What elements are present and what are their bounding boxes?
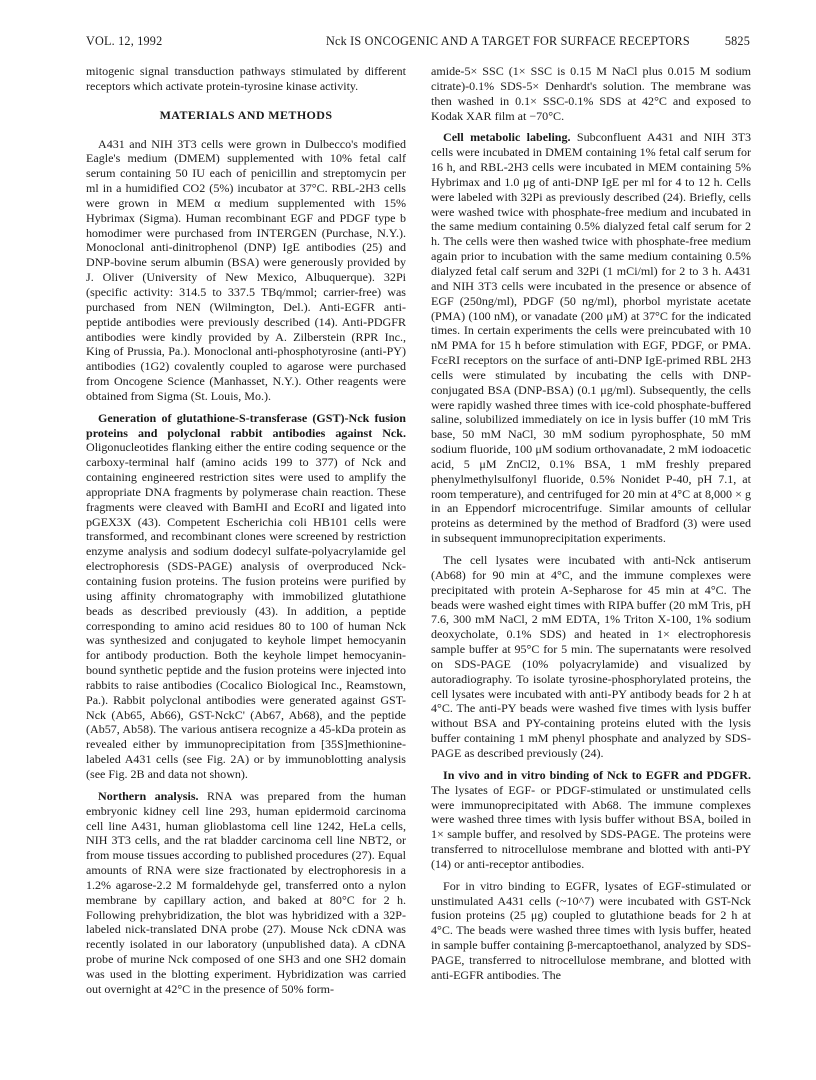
right-column bbox=[431, 64, 751, 983]
left-column bbox=[86, 64, 406, 997]
lysate-paragraph: The cell lysates were incubated with anti-Nck antiserum (Ab68) for 90 min at 4°C, and the immune complexes were precipitated with protein A-Sepharose for 45 min at 4°C. The beads were washed eight times with RIPA buffer (20 mM Tris, pH 7.6, 300 mM NaCl, 2 mM EDTA, 1% Triton X-100, 1% sodium deoxycholate, 0.1% SDS) and heated in 1× electrophoresis sample buffer at 95°C for 5 min. The supernatants were resolved on SDS-PAGE (10% polyacrylamide) and visualized by autoradiography. To isolate tyrosine-phosphorylated proteins, the cell lysates were incubated with anti-PY antibody beads for 2 h at 4°C. The anti-PY beads were washed five times with lysis buffer without BSA and PY-containing proteins eluted with the lysis buffer containing 1 mM phenyl phosphate and analyzed by SDS-PAGE as described previously (24). bbox=[431, 553, 751, 760]
running-header bbox=[86, 34, 750, 50]
labeling-runin-heading: Cell metabolic labeling. bbox=[443, 130, 571, 145]
section-heading: MATERIALS AND METHODS bbox=[159, 107, 333, 122]
northern-runin-heading: Northern analysis. bbox=[98, 788, 199, 803]
gst-runin-heading: Generation of glutathione-S-transferase (GST)-Nck fusion proteins and polyclonal rabbit antibodies against Nck. bbox=[86, 410, 406, 440]
binding-body: The lysates of EGF- or PDGF-stimulated or unstimulated cells were immunoprecipitated with Ab68. The immune complexes were washed three times with lysis buffer without BSA, boiled in 1× sample buffer, and resolved by SDS-PAGE. The proteins were transferred to nitrocellulose membrane and blotted with anti-PY (14) or anti-receptor antibodies. bbox=[431, 782, 751, 871]
northern-paragraph bbox=[86, 789, 406, 997]
running-title: Nck IS ONCOGENIC AND A TARGET FOR SURFACE RECEPTORS bbox=[326, 34, 690, 48]
northern-body: RNA was prepared from the human embryonic kidney cell line 293, human epidermoid carcinoma cell line A431, human glioblastoma cell line 1242, HeLa cells, NIH 3T3 cells, and the rat bladder carcinoma cell line NBT2, or from mouse tissues according to published procedures (27). Equal amounts of RNA were size fractionated by electrophoresis in a 1.2% agarose-2.2 M formaldehyde gel, transferred onto a nylon membrane by capillary action, and baked at 80°C for 2 h. Following prehybridization, the blot was hybridized with a 32P-labeled nick-translated DNA probe (27). Mouse Nck cDNA was recently isolated in our laboratory (unpublished data). A cDNA probe of murine Nck composed of one SH3 and one SH2 domain was used in the blotting experiment. Hybridization was carried out overnight at 42°C in the presence of 50% form- bbox=[86, 788, 406, 996]
hybridization-continuation: amide-5× SSC (1× SSC is 0.15 M NaCl plus 0.015 M sodium citrate)-0.1% SDS-5× Denhardt's solution. The membrane was then washed in 0.1× SSC-0.1% SDS at 42°C and exposed to Kodak XAR film at −70°C. bbox=[431, 64, 751, 123]
volume-label: VOL. 12, 1992 bbox=[86, 34, 163, 48]
invitro-paragraph: For in vitro binding to EGFR, lysates of EGF-stimulated or unstimulated A431 cells (~10^7) were incubated with GST-Nck fusion proteins (25 μg) coupled to glutathione beads for 2 h at 4°C. The beads were washed three times with lysis buffer, heated in sample buffer containing β-mercaptoethanol, analyzed by SDS-PAGE, transferred to nitrocellulose membrane, and blotted with anti-EGFR antibodies. The bbox=[431, 878, 751, 982]
cells-paragraph: A431 and NIH 3T3 cells were grown in Dulbecco's modified Eagle's medium (DMEM) supplemented with 10% fetal calf serum containing 50 IU each of penicillin and streptomycin per ml in a humidified CO2 (5%) incubator at 37°C. RBL-2H3 cells were grown in MEM α medium supplemented with 15% Hybrimax (Sigma). Human recombinant EGF and PDGF type b homodimer were purchased from INTERGEN (Purchase, N.Y.). Monoclonal anti-dinitrophenol (DNP) IgE antibodies (25) and DNP-bovine serum albumin (BSA) were generously provided by J. Oliver (University of New Mexico, Albuquerque). 32Pi (specific activity: 314.5 to 337.5 TBq/mmol; carrier-free) was purchased from NEN (Wilmington, Del.). Anti-EGFR anti-peptide antibodies were previously described (14). Anti-PDGFR antibodies were kindly provided by A. Zilberstein (RPR Inc., King of Prussia, Pa.). Monoclonal anti-phosphotyrosine (anti-PY) antibodies (1G2) covalently coupled to agarose were purchased from Oncogene Science (Manhasset, N.Y.). Other reagents were obtained from Sigma (St. Louis, Mo.). bbox=[86, 136, 406, 403]
labeling-body: Subconfluent A431 and NIH 3T3 cells were incubated in DMEM containing 1% fetal calf serum for 16 h, and RBL-2H3 cells were incubated in MEM containing 5% Hybrimax and 1.0 μg of anti-DNP IgE per ml for 4 to 12 h. Cells were labeled with 32Pi as previously described (24). Briefly, cells were washed twice with phosphate-free medium and incubated in the same medium containing 0.5% dialyzed fetal calf serum for 2 h. The cells were then washed twice with phosphate-free medium again prior to incubation with the same medium containing 0.5% dialyzed fetal calf serum and 32Pi (1 mCi/ml) for 2 to 3 h. A431 and NIH 3T3 cells were incubated in the presence or absence of EGF (250ng/ml), PDGF (50 ng/ml), phorbol myristate acetate (PMA) (100 nM), or vanadate (200 μM) at 37°C for the indicated times. In certain experiments the cells were preincubated with 10 nM PMA for 15 h before stimulation with EGF, PDGF, or PMA. FcεRI receptors on the surface of anti-DNP IgE-primed RBL 2H3 cells were stimulated by incubating the cells with DNP-conjugated BSA (DNP-BSA) (0.1 μg/ml). Subsequently, the cells were rapidly washed three times with ice-cold phosphate-buffered saline, solubilized immediately on ice in lysis buffer (10 mM Tris base, 50 mM NaCl, 30 mM sodium pyrophosphate, 50 mM sodium fluoride, 100 μM sodium orthovanadate, 2 mM iodoacetic acid, 5 μM ZnCl2, 0.1% BSA, 1 mM freshly prepared phenylmethylsulfonyl fluoride, 0.5% Nonidet P-40, pH 7.1, at room temperature), and centrifuged for 20 min at 4°C at 8,000 × g in an Eppendorf microcentrifuge. Similar amounts of cellular proteins as determined by the method of Bradford (3) were used in subsequent immunoprecipitation experiments. bbox=[431, 130, 751, 546]
binding-runin-heading: In vivo and in vitro binding of Nck to EGFR and PDGFR. bbox=[443, 767, 751, 782]
labeling-paragraph bbox=[431, 130, 751, 546]
gst-paragraph bbox=[86, 411, 406, 782]
gst-body: Oligonucleotides flanking either the entire coding sequence or the carboxy-terminal half (amino acids 199 to 377) of Nck and containing engineered restriction sites were used to amplify the appropriate DNA fragments by polymerase chain reaction. These fragments were cleaved with BamHI and EcoRI and ligated into pGEX3X (43). Competent Escherichia coli HB101 cells were transformed, and recombinant clones were screened by restriction enzyme analysis and sodium dodecyl sulfate-polyacrylamide gel electrophoresis (SDS-PAGE) analysis of overproduced Nck-containing fusion proteins. The fusion proteins were purified by using affinity chromatography with immobilized glutathione beads as described previously (43). In addition, a peptide corresponding to amino acid residues 80 to 100 of human Nck was synthesized and conjugated to keyhole limpet hemocyanin for antibody production. Both the keyhole limpet hemocyanin-bound synthetic peptide and the fusion proteins were injected into rabbits to raise antibodies (Cocalico Biological Inc., Reamstown, Pa.). Rabbit polyclonal antibodies were generated against GST-Nck (Ab65, Ab66), GST-NckC' (Ab67, Ab68), and the peptide (Ab57, Ab58). The various antisera recognize a 45-kDa protein as revealed either by immunoprecipitation from [35S]methionine-labeled A431 cells (see Fig. 2A) or by immunoblotting analysis (see Fig. 2B and data not shown). bbox=[86, 440, 406, 781]
binding-paragraph bbox=[431, 768, 751, 872]
page-number: 5825 bbox=[724, 34, 750, 48]
intro-continuation: mitogenic signal transduction pathways stimulated by different receptors which activate protein-tyrosine kinase activity. bbox=[86, 64, 406, 93]
